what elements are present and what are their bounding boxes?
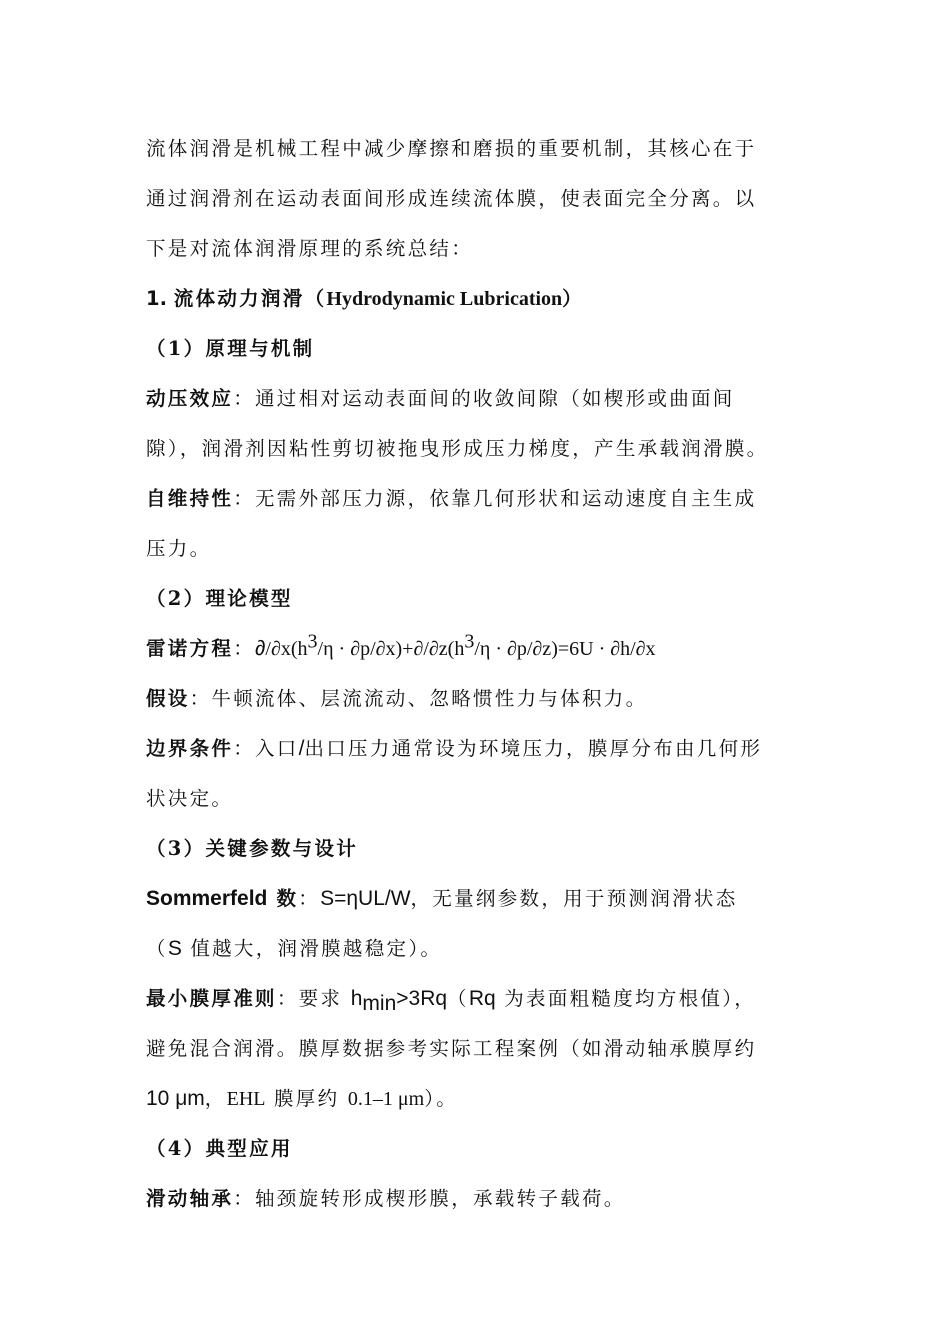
sommerfeld-line2-open: （ (146, 937, 168, 960)
term-boundary: 边界条件 (146, 737, 234, 760)
item-sommerfeld (146, 874, 810, 924)
min-film-line3-c: ）。 (424, 1087, 459, 1110)
item-assumptions (146, 674, 810, 724)
item-sliding-bearing (146, 1174, 810, 1224)
term-sommerfeld-en: Sommerfeld (146, 887, 268, 910)
subheading-applications: （4）典型应用 (146, 1137, 293, 1160)
equation-part-2: /η · ∂p/∂x)+∂/∂z(h (317, 638, 465, 660)
section-title-close: ） (562, 287, 582, 310)
section-title-cn: 流体动力润滑（ (173, 287, 327, 310)
term-dynamic-pressure: 动压效应 (146, 387, 234, 410)
text-self-sustaining-1: ：无需外部压力源，依靠几何形状和运动速度自主生成 (233, 487, 757, 510)
equation-sup-2: 3 (464, 630, 475, 653)
subheading-principle: （1）原理与机制 (146, 337, 315, 360)
sommerfeld-line2-text: 值越大，润滑膜越稳定）。 (181, 937, 443, 960)
equation-part-1: /∂x(h (265, 638, 308, 660)
min-film-rq: Rq (468, 987, 496, 1010)
text-boundary-slash: / (298, 737, 305, 760)
min-film-a: ：要求 (276, 987, 351, 1010)
term-sliding-bearing: 滑动轴承 (146, 1187, 234, 1210)
text-dynamic-pressure-1: ：通过相对运动表面间的收敛间隙（如楔形或曲面间 (233, 387, 735, 410)
min-film-h: h (350, 987, 363, 1010)
min-film-num: 10 μm (146, 1087, 205, 1110)
subheading-theory-model: （2）理论模型 (146, 587, 293, 610)
equation-sup-1: 3 (307, 630, 318, 653)
text-self-sustaining-2: 压力。 (146, 537, 212, 560)
intro-line-2: 通过润滑剂在运动表面间形成连续流体膜，使表面完全分离。以 (146, 187, 757, 210)
item-self-sustaining (146, 474, 810, 524)
term-sommerfeld-cn: 数 (267, 887, 299, 910)
term-min-film: 最小膜厚准则 (146, 987, 277, 1010)
document-page (146, 124, 810, 1224)
min-film-cond: >3Rq (396, 987, 448, 1010)
section-heading-hydrodynamic (146, 274, 810, 324)
min-film-ehl: EHL (226, 1088, 266, 1110)
equation-partial: ∂ (255, 637, 266, 660)
min-film-sub: min (362, 991, 397, 1015)
sommerfeld-sep: ： (298, 887, 321, 910)
min-film-line-2: 避免混合润滑。膜厚数据参考实际工程案例（如滑动轴承膜厚约 (146, 1037, 757, 1060)
equation-part-3: /η · ∂p/∂z)=6U · ∂h/∂x (474, 638, 656, 660)
item-min-film (146, 974, 810, 1024)
min-film-c: 为表面粗糙度均方根值）， (495, 987, 757, 1010)
sommerfeld-line2-s: S (167, 937, 182, 960)
intro-line-1: 流体润滑是机械工程中减少摩擦和磨损的重要机制，其核心在于 (146, 137, 757, 160)
sommerfeld-line-2 (146, 924, 810, 974)
min-film-range: 0.1–1 μm (347, 1088, 425, 1110)
text-dynamic-pressure-2: 隙），润滑剂因粘性剪切被拖曳形成压力梯度，产生承载润滑膜。 (146, 437, 769, 460)
section-title-en: Hydrodynamic Lubrication (326, 288, 563, 310)
section-number: 1. (146, 287, 167, 310)
item-reynolds-equation (146, 624, 810, 674)
term-reynolds: 雷诺方程 (146, 637, 234, 660)
sommerfeld-formula: S=ηUL/W (320, 887, 411, 910)
text-boundary-2: 状决定。 (146, 787, 234, 810)
item-dynamic-pressure (146, 374, 810, 424)
text-boundary-1a: ：入口 (233, 737, 299, 760)
sommerfeld-desc: ，无量纲参数，用于预测润滑状态 (410, 887, 738, 910)
subheading-key-parameters: （3）关键参数与设计 (146, 837, 359, 860)
text-sliding-bearing: ：轴颈旋转形成楔形膜，承载转子载荷。 (233, 1187, 626, 1210)
item-boundary (146, 724, 810, 774)
reynolds-sep: ： (233, 637, 256, 660)
text-boundary-1b: 出口压力通常设为环境压力，膜厚分布由几何形 (304, 737, 763, 760)
min-film-b: （ (447, 987, 469, 1010)
min-film-line-3 (146, 1074, 810, 1124)
min-film-line3-a: ， (204, 1087, 227, 1110)
intro-line-3: 下是对流体润滑原理的系统总结： (146, 237, 474, 260)
term-assumptions: 假设 (146, 687, 190, 710)
term-self-sustaining: 自维持性 (146, 487, 234, 510)
text-assumptions: ：牛顿流体、层流流动、忽略惯性力与体积力。 (189, 687, 648, 710)
min-film-line3-b: 膜厚约 (265, 1087, 348, 1110)
